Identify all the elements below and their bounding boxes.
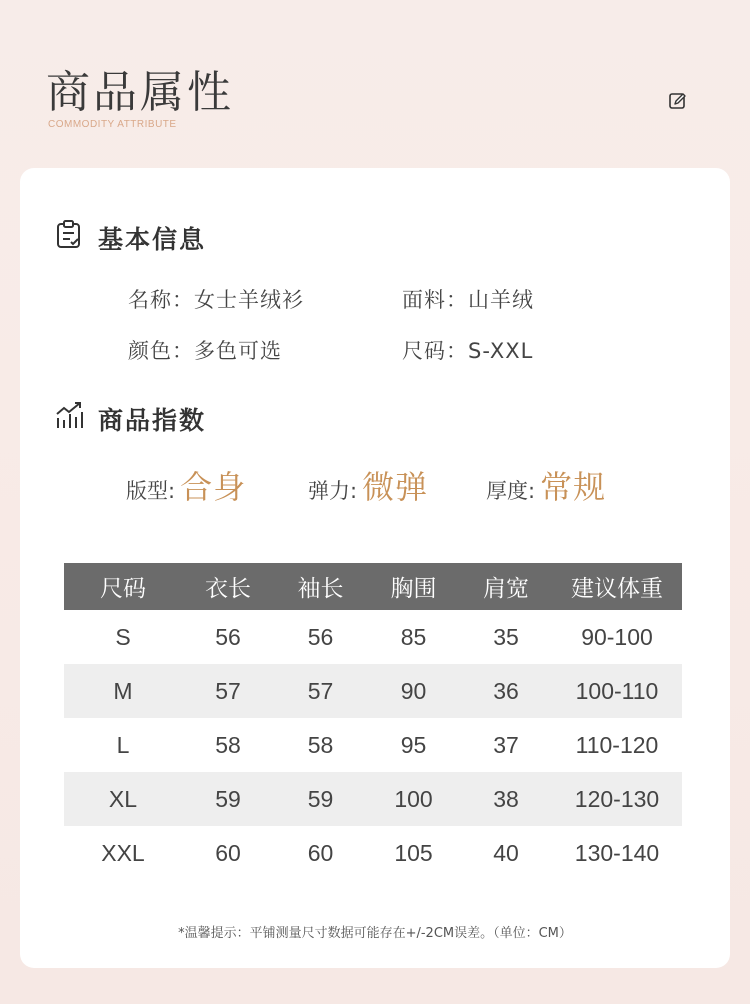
page-subtitle: COMMODITY ATTRIBUTE <box>48 119 177 130</box>
table-cell: 110-120 <box>575 731 659 758</box>
table-cell: M <box>64 664 182 718</box>
edit-icon[interactable] <box>668 91 688 111</box>
measurement-note: *温馨提示：平铺测量尺寸数据可能存在+/-2CM误差。（单位：CM） <box>178 926 572 941</box>
table-header-row <box>64 563 682 610</box>
elasticity-index <box>308 462 428 508</box>
table-cell: 100-110 <box>552 664 682 718</box>
table-cell: 105 <box>394 839 433 866</box>
product-name: 名称：女士羊绒衫 <box>128 288 304 312</box>
fit-label: 版型: <box>126 479 176 503</box>
table-row <box>64 772 682 826</box>
table-cell: 85 <box>400 623 427 650</box>
table-cell: 56 <box>215 623 241 650</box>
table-cell: L <box>116 731 130 758</box>
chart-icon <box>54 400 84 430</box>
thickness-index <box>486 462 606 508</box>
header-length: 衣长 <box>182 563 274 610</box>
thickness-label: 厚度: <box>486 479 536 503</box>
table-cell: 36 <box>460 664 552 718</box>
table-cell: 60 <box>215 839 241 866</box>
elasticity-value: 微弹 <box>362 468 429 506</box>
product-size-range: 尺码：S-XXL <box>402 339 534 363</box>
thickness-value: 常规 <box>540 468 607 506</box>
elasticity-label: 弹力: <box>308 479 358 503</box>
table-cell: 59 <box>182 772 274 826</box>
table-cell: 57 <box>182 664 274 718</box>
table-cell: 35 <box>493 623 519 650</box>
table-cell: XL <box>64 772 182 826</box>
size-table <box>64 563 682 880</box>
table-cell: 60 <box>307 839 334 866</box>
table-row <box>64 610 682 664</box>
header-weight: 建议体重 <box>552 563 682 610</box>
header-size: 尺码 <box>64 563 182 610</box>
table-cell: 95 <box>400 731 427 758</box>
header-sleeve: 袖长 <box>274 563 367 610</box>
clipboard-icon <box>54 220 84 250</box>
table-cell: 37 <box>493 731 519 758</box>
table-row <box>64 718 682 772</box>
table-cell: 40 <box>493 839 519 866</box>
fit-value: 合身 <box>180 468 247 506</box>
table-cell: 120-130 <box>552 772 682 826</box>
page-title: 商品属性 <box>46 67 234 118</box>
table-row <box>64 664 682 718</box>
table-cell: 100 <box>367 772 460 826</box>
product-fabric: 面料：山羊绒 <box>402 288 534 312</box>
table-cell: 58 <box>307 731 334 758</box>
table-cell: 90 <box>367 664 460 718</box>
fit-index <box>126 462 246 508</box>
table-cell: S <box>115 623 131 650</box>
table-cell: 130-140 <box>574 839 660 866</box>
index-title: 商品指数 <box>98 406 207 435</box>
table-cell: 59 <box>274 772 367 826</box>
table-cell: XXL <box>101 839 145 866</box>
header-bust: 胸围 <box>367 563 460 610</box>
table-cell: 90-100 <box>581 623 653 650</box>
header-shoulder: 肩宽 <box>460 563 552 610</box>
basic-info-title: 基本信息 <box>98 225 207 254</box>
table-cell: 58 <box>215 731 241 758</box>
table-cell: 56 <box>307 623 334 650</box>
table-cell: 38 <box>460 772 552 826</box>
table-row <box>64 826 682 880</box>
product-color: 颜色：多色可选 <box>128 339 282 363</box>
table-cell: 57 <box>274 664 367 718</box>
